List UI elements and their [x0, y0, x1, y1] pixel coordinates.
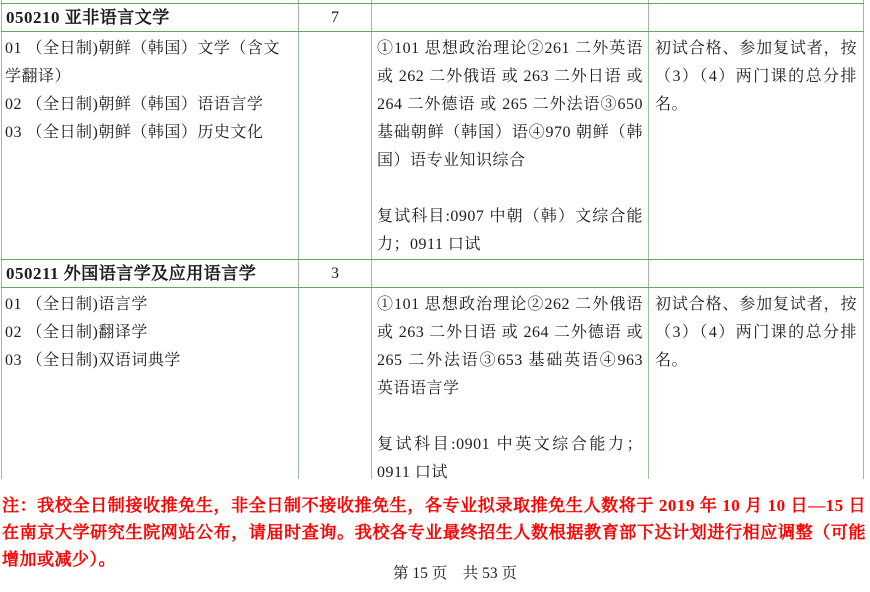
program-item: 01 （全日制)语言学 — [5, 296, 148, 313]
remark-cell — [649, 32, 864, 260]
empty-cell — [299, 288, 372, 480]
retest-subjects-text: 复试科目:0907 中朝（韩）文综合能力；0911 口试 — [377, 208, 643, 253]
table-row-major-header-1 — [2, 4, 864, 32]
quota-value: 7 — [299, 4, 372, 32]
table-row-major-detail-1 — [2, 32, 864, 260]
table-row-major-header-2 — [2, 260, 864, 288]
page-footer: 第 15 页 共 53 页 — [392, 565, 517, 582]
program-item: 01 （全日制)朝鲜（韩国）文学（含文学翻译） — [5, 40, 280, 85]
empty-cell — [299, 32, 372, 260]
spacer — [377, 175, 643, 203]
exam-subjects-cell — [372, 288, 649, 480]
remark-text: 初试合格、参加复试者，按（3）（4）两门课的总分排名。 — [655, 296, 857, 369]
program-list — [2, 288, 299, 480]
admissions-table-container — [1, 0, 865, 479]
exam-subjects-text: ①101 思想政治理论②262 二外俄语 或 263 二外日语 或 264 二外德语 或 265 二外法语③653 基础英语④963 英语语言学 — [377, 296, 643, 397]
program-item: 02 （全日制)朝鲜（韩国）语语言学 — [5, 96, 264, 113]
program-item: 03 （全日制)朝鲜（韩国）历史文化 — [5, 124, 264, 141]
note-text: 注：我校全日制接收推免生，非全日制不接收推免生，各专业拟录取推免生人数将于 2019 年 10 月 10 日—15 日在南京大学研究生院网站公布，请届时查询。我校各专业最终招生人数根据教育部下达计划进行相应调整（可能增加或减少）。 — [2, 496, 866, 569]
empty-cell — [649, 4, 864, 32]
retest-subjects-text: 复试科目:0901 中英文综合能力；0911 口试 — [377, 436, 643, 479]
empty-cell — [649, 260, 864, 288]
empty-cell — [372, 4, 649, 32]
spacer — [377, 403, 643, 431]
program-item: 03 （全日制)双语词典学 — [5, 352, 181, 369]
exam-subjects-text: ①101 思想政治理论②261 二外英语 或 262 二外俄语 或 263 二外日语 或 264 二外德语 或 265 二外法语③650 基础朝鲜（韩国）语④970 朝鲜（韩国）语专业知识综合 — [377, 40, 643, 169]
remark-cell — [649, 288, 864, 480]
major-code-title: 050211 外国语言学及应用语言学 — [2, 260, 299, 288]
quota-value: 3 — [299, 260, 372, 288]
remark-text: 初试合格、参加复试者，按（3）（4）两门课的总分排名。 — [655, 40, 857, 113]
table-row-major-detail-2 — [2, 288, 864, 480]
empty-cell — [372, 260, 649, 288]
program-item: 02 （全日制)翻译学 — [5, 324, 148, 341]
exam-subjects-cell — [372, 32, 649, 260]
major-code-title: 050210 亚非语言文学 — [2, 4, 299, 32]
admissions-table — [1, 0, 864, 479]
program-list — [2, 32, 299, 260]
